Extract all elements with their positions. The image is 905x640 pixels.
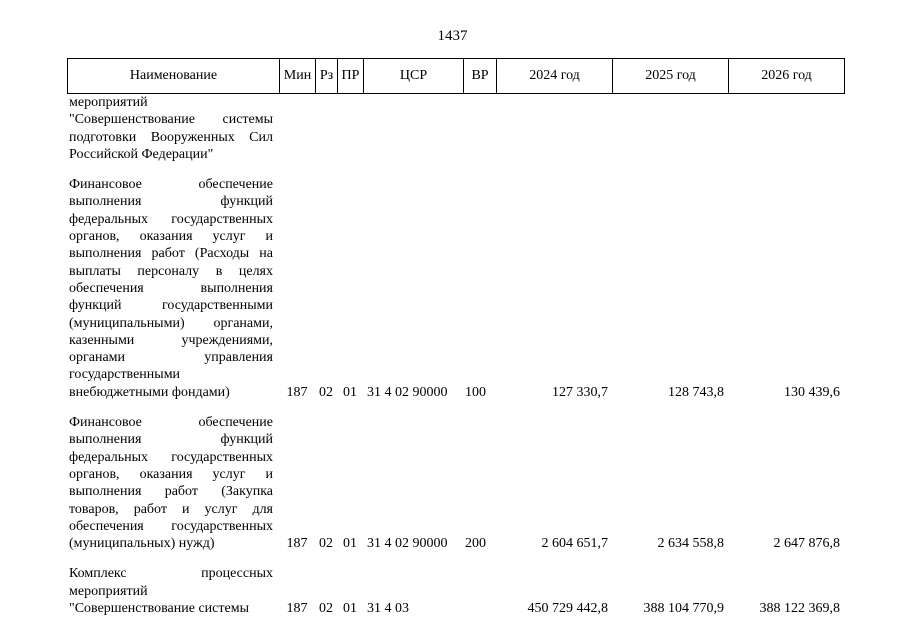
row-min: 187 (286, 601, 308, 617)
budget-table (67, 94, 844, 617)
row-2024: 127 330,7 (552, 384, 608, 400)
row-tsr: 31 4 02 90000 (367, 384, 448, 400)
row-2026: 388 122 369,8 (759, 601, 840, 617)
row-vr: 200 (465, 536, 486, 552)
row-min (279, 94, 315, 163)
row-2024: 2 604 651,7 (541, 536, 608, 552)
table-header (67, 58, 845, 94)
header-2026: 2026 год (729, 59, 845, 94)
header-name: Наименование (68, 59, 280, 94)
row-rz: 02 (319, 601, 333, 617)
row-2025 (612, 94, 728, 163)
row-pr: 01 (343, 384, 357, 400)
row-rz: 02 (319, 384, 333, 400)
table-row (67, 414, 844, 552)
row-vr (463, 94, 496, 163)
header-rz: Рз (316, 59, 338, 94)
row-min: 187 (286, 536, 308, 552)
row-tsr: 31 4 03 (367, 601, 409, 617)
header-pr: ПР (338, 59, 364, 94)
row-2025: 388 104 770,9 (643, 601, 724, 617)
header-vr: ВР (464, 59, 497, 94)
row-pr: 01 (343, 536, 357, 552)
header-tsr: ЦСР (364, 59, 464, 94)
row-name: Комплекс процессных мероприятий "Совершенствование системы (69, 566, 273, 617)
row-name: мероприятий "Совершенствование системы подготовки Вооруженных Сил Российской Федерации" (69, 95, 273, 162)
row-2026 (728, 94, 844, 163)
header-2025: 2025 год (613, 59, 729, 94)
header-2024: 2024 год (497, 59, 613, 94)
table-row (67, 176, 844, 401)
row-vr (463, 565, 496, 617)
row-rz (315, 94, 337, 163)
row-tsr (363, 94, 463, 163)
table-row (67, 565, 844, 617)
row-pr (337, 94, 363, 163)
row-2024 (496, 94, 612, 163)
row-name: Финансовое обеспечение выполнения функций федеральных государственных органов, оказания услуг и выполнения работ (Закупка товаров, работ и услуг для обеспечения государственных (муниципальных) нужд) (69, 415, 273, 552)
row-vr: 100 (465, 384, 486, 400)
row-2026: 130 439,6 (784, 384, 840, 400)
row-2026: 2 647 876,8 (773, 536, 840, 552)
row-pr: 01 (343, 601, 357, 617)
row-rz: 02 (319, 536, 333, 552)
row-name: Финансовое обеспечение выполнения функций федеральных государственных органов, оказания услуг и выполнения работ (Расходы на выплаты персоналу в целях обеспечения выполнения функций государственными (муниципальными) органами, казенными учреждениями, органами управления государственными внебюджетными фондами) (69, 177, 273, 400)
row-2025: 128 743,8 (668, 384, 724, 400)
row-2024: 450 729 442,8 (527, 601, 608, 617)
row-2025: 2 634 558,8 (657, 536, 724, 552)
header-min: Мин (280, 59, 316, 94)
row-min: 187 (286, 384, 308, 400)
page-number: 1437 (437, 28, 468, 44)
row-tsr: 31 4 02 90000 (367, 536, 448, 552)
table-row (67, 94, 844, 163)
